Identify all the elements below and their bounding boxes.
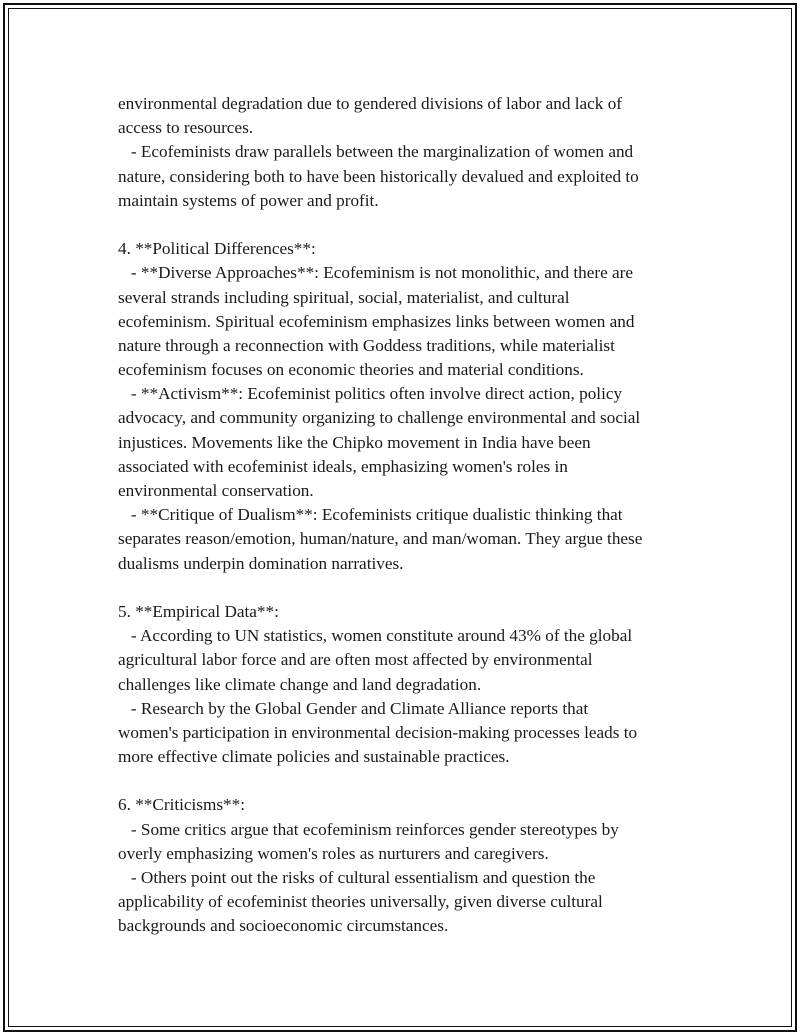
text-line: nature through a reconnection with Goddess traditions, while materialist <box>118 335 615 355</box>
text-line: - Some critics argue that ecofeminism reinforces gender stereotypes by <box>118 819 619 839</box>
text-line: - According to UN statistics, women constitute around 43% of the global <box>118 626 633 646</box>
text-line: - Research by the Global Gender and Climate Alliance reports that <box>118 698 589 718</box>
text-line: - **Critique of Dualism**: Ecofeminists critique dualistic thinking that <box>118 505 623 525</box>
text-line: 5. **Empirical Data**: <box>118 601 279 621</box>
blank-line <box>118 213 698 237</box>
text-line: ecofeminism focuses on economic theories and material conditions. <box>118 360 584 380</box>
text-line: nature, considering both to have been historically devalued and exploited to <box>118 166 639 186</box>
document-body <box>118 92 698 939</box>
text-line: - Ecofeminists draw parallels between the marginalization of women and <box>118 142 634 162</box>
text-line: maintain systems of power and profit. <box>118 190 379 210</box>
blank-line <box>118 576 698 600</box>
text-line: applicability of ecofeminist theories universally, given diverse cultural <box>118 892 603 912</box>
text-line: 4. **Political Differences**: <box>118 239 316 259</box>
text-line: agricultural labor force and are often most affected by environmental <box>118 650 593 670</box>
text-line: injustices. Movements like the Chipko movement in India have been <box>118 432 591 452</box>
text-line: more effective climate policies and sustainable practices. <box>118 747 510 767</box>
text-line: women's participation in environmental decision-making processes leads to <box>118 722 638 742</box>
text-line: - Others point out the risks of cultural essentialism and question the <box>118 868 596 887</box>
text-line: dualisms underpin domination narratives. <box>118 553 404 573</box>
text-line: ecofeminism. Spiritual ecofeminism emphasizes links between women and <box>118 311 635 331</box>
text-line: environmental conservation. <box>118 481 314 500</box>
text-line: advocacy, and community organizing to challenge environmental and social <box>118 408 641 428</box>
text-line: - **Activism**: Ecofeminist politics often involve direct action, policy <box>118 384 623 404</box>
text-line: access to resources. <box>118 118 254 138</box>
text-line: challenges like climate change and land degradation. <box>118 674 482 694</box>
text-line: environmental degradation due to gendered divisions of labor and lack of <box>118 94 623 113</box>
text-line: 6. **Criticisms**: <box>118 795 246 815</box>
text-line: several strands including spiritual, social, materialist, and cultural <box>118 287 570 307</box>
text-line: - **Diverse Approaches**: Ecofeminism is not monolithic, and there are <box>118 263 634 283</box>
text-line: overly emphasizing women's roles as nurturers and caregivers. <box>118 843 549 863</box>
text-line: associated with ecofeminist ideals, emphasizing women's roles in <box>118 456 568 476</box>
blank-line <box>118 769 698 793</box>
text-line: backgrounds and socioeconomic circumstances. <box>118 916 449 936</box>
text-line: separates reason/emotion, human/nature, and man/woman. They argue these <box>118 529 643 549</box>
